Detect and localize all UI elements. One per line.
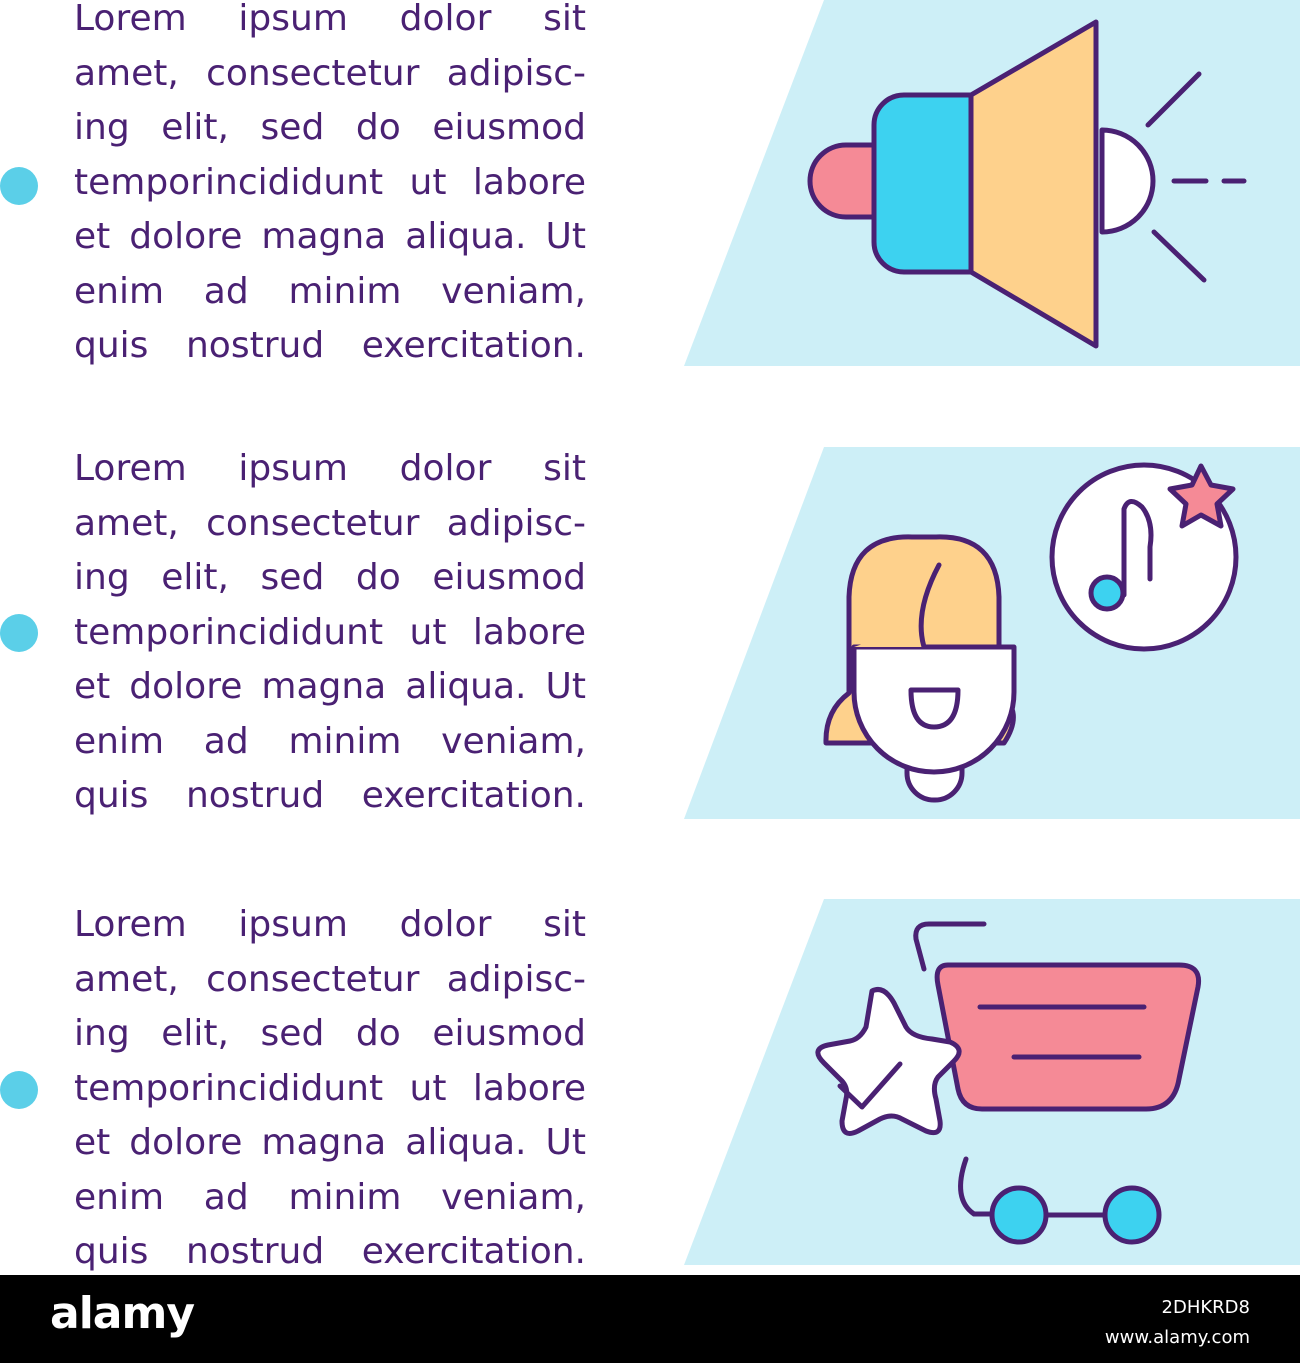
site-url: www.alamy.com: [1104, 1327, 1250, 1348]
text-line: ing elit, sed do eiusmod: [74, 1013, 586, 1054]
text-line: amet, consectetur adipisc-: [74, 502, 586, 544]
text-line: Lorem ipsum dolor sit: [74, 0, 586, 39]
stock-image-info: [1105, 1293, 1250, 1353]
text-line: enim ad minim veniam,: [74, 270, 586, 312]
image-id: 2DHKRD8: [1161, 1297, 1250, 1318]
text-line: et dolore magna aliqua. Ut: [74, 216, 586, 257]
text-line: temporincididunt ut labore: [74, 161, 586, 203]
text-line: quis nostrud exercitation.: [74, 325, 586, 366]
feature-text-1: [74, 0, 586, 374]
text-line: et dolore magna aliqua. Ut: [74, 1122, 586, 1163]
text-line: quis nostrud exercitation.: [74, 775, 586, 816]
text-line: amet, consectetur adipisc-: [74, 52, 586, 94]
text-line: temporincididunt ut labore: [74, 611, 586, 653]
text-line: ing elit, sed do eiusmod: [74, 107, 586, 148]
feature-text-2: [74, 442, 586, 824]
text-line: et dolore magna aliqua. Ut: [74, 666, 586, 707]
text-line: Lorem ipsum dolor sit: [74, 448, 586, 489]
bullet-dot: [0, 614, 38, 652]
brand-logo: alamy: [50, 1288, 194, 1339]
text-line: amet, consectetur adipisc-: [74, 958, 586, 1000]
text-line: temporincididunt ut labore: [74, 1067, 586, 1109]
text-line: Lorem ipsum dolor sit: [74, 904, 586, 945]
text-line: enim ad minim veniam,: [74, 1176, 586, 1218]
feature-text-3: [74, 898, 586, 1280]
bullet-dot: [0, 167, 38, 205]
text-line: ing elit, sed do eiusmod: [74, 557, 586, 598]
megaphone-panel: [684, 0, 1300, 366]
singer-panel: [684, 447, 1300, 819]
text-line: enim ad minim veniam,: [74, 720, 586, 762]
cart-panel: [684, 899, 1300, 1265]
text-line: quis nostrud exercitation.: [74, 1231, 586, 1272]
bullet-dot: [0, 1071, 38, 1109]
